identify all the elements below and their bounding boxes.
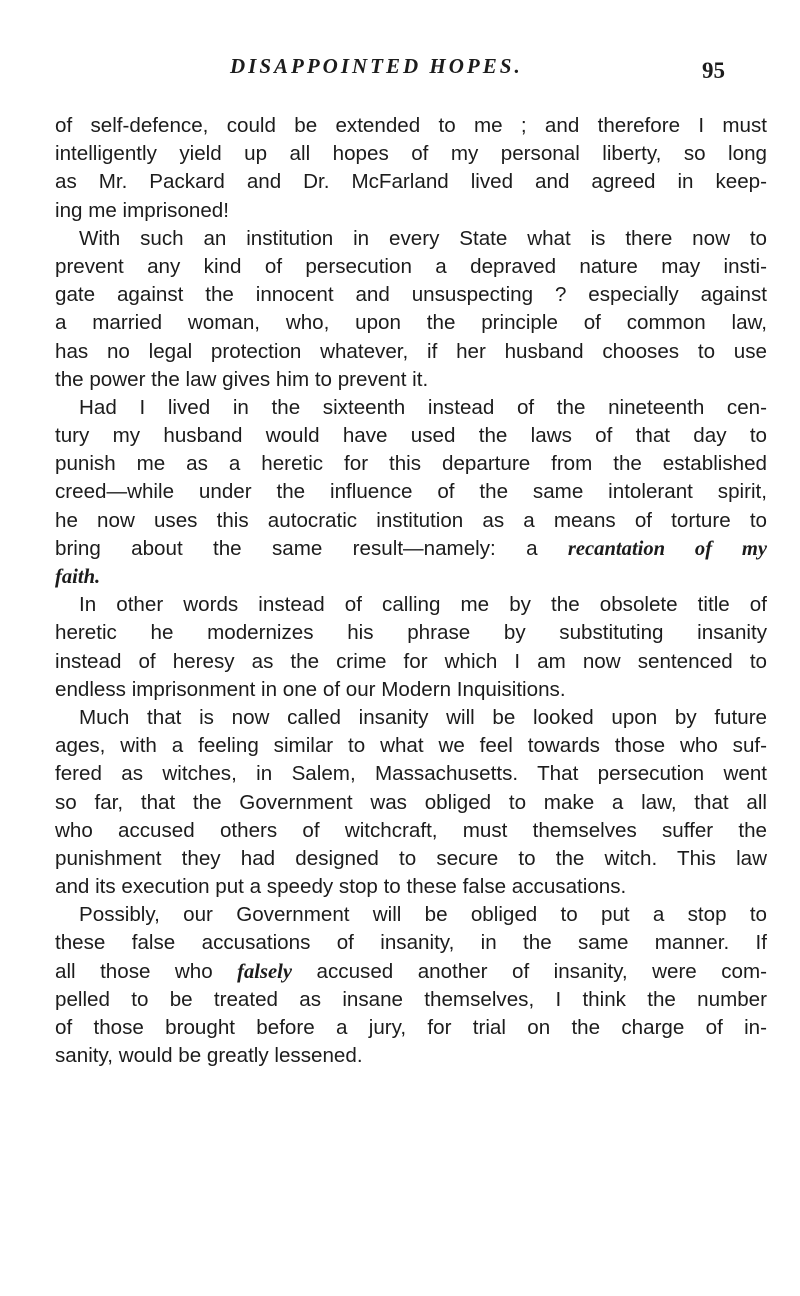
running-head: DISAPPOINTED HOPES. xyxy=(230,54,523,78)
text-line: tury my husband would have used the laws of that day to xyxy=(55,424,767,448)
text-segment: bring about the same result—namely: a xyxy=(55,536,568,560)
text-line: In other words instead of calling me by the obsolete title of xyxy=(79,593,767,617)
text-line: who accused others of witchcraft, must themselves suffer the xyxy=(55,818,767,842)
text-line: With such an institution in every State what is there now to xyxy=(79,226,767,250)
text-line: fered as witches, in Salem, Massachusetts. That persecution went xyxy=(55,762,767,786)
text-line: of those brought before a jury, for trial on the charge of in- xyxy=(55,1016,767,1039)
text-line xyxy=(55,563,767,591)
emphasis-text: falsely xyxy=(237,960,293,983)
text-line: has no legal protection whatever, if her husband chooses to use xyxy=(55,339,767,363)
text-segment: accused another of insanity, were com- xyxy=(292,959,767,983)
text-line: ing me imprisoned! xyxy=(55,198,229,222)
text-line: Possibly, our Government will be obliged to put a stop to xyxy=(79,903,767,927)
text-line: intelligently yield up all hopes of my personal liberty, so long xyxy=(55,142,767,166)
text-line: heretic he modernizes his phrase by substituting insanity xyxy=(55,621,767,645)
text-line: endless imprisonment in one of our Modern Inquisitions. xyxy=(55,677,566,701)
text-line: gate against the innocent and unsuspecting ? especially against xyxy=(55,283,767,307)
text-line xyxy=(55,958,767,986)
text-line: Had I lived in the sixteenth instead of the nineteenth cen- xyxy=(79,395,767,419)
text-line: he now uses this autocratic institution as a means of torture to xyxy=(55,508,767,532)
emphasis-text: faith. xyxy=(55,566,101,588)
text-line: a married woman, who, upon the principle of common law, xyxy=(55,311,767,335)
text-line: prevent any kind of persecution a depraved nature may insti- xyxy=(55,254,767,278)
text-line: ages, with a feeling similar to what we feel towards those who suf- xyxy=(55,734,767,758)
text-line: punish me as a heretic for this departure from the established xyxy=(55,452,767,476)
text-line: creed—while under the influence of the same intolerant spirit, xyxy=(55,480,767,504)
text-line: punishment they had designed to secure to the witch. This law xyxy=(55,846,767,870)
text-line: these false accusations of insanity, in the same manner. If xyxy=(55,931,767,955)
text-line: sanity, would be greatly lessened. xyxy=(55,1044,363,1068)
text-line: as Mr. Packard and Dr. McFarland lived and agreed in keep- xyxy=(55,170,767,194)
text-line: instead of heresy as the crime for which I am now sentenced to xyxy=(55,649,767,673)
text-line: and its execution put a speedy stop to these false accusations. xyxy=(55,875,627,899)
emphasis-text: recantation of my xyxy=(567,537,767,560)
text-segment: all those who xyxy=(55,959,238,983)
text-line: of self-defence, could be extended to me ; and therefore I must xyxy=(55,114,767,137)
text-line: Much that is now called insanity will be looked upon by future xyxy=(79,705,767,729)
text-line: the power the law gives him to prevent it. xyxy=(55,367,429,391)
body-text xyxy=(55,112,767,1070)
text-line: pelled to be treated as insane themselves, I think the number xyxy=(55,987,767,1011)
text-line: so far, that the Government was obliged to make a law, that all xyxy=(55,790,767,814)
text-line xyxy=(55,535,767,563)
page-number: 95 xyxy=(702,58,725,83)
